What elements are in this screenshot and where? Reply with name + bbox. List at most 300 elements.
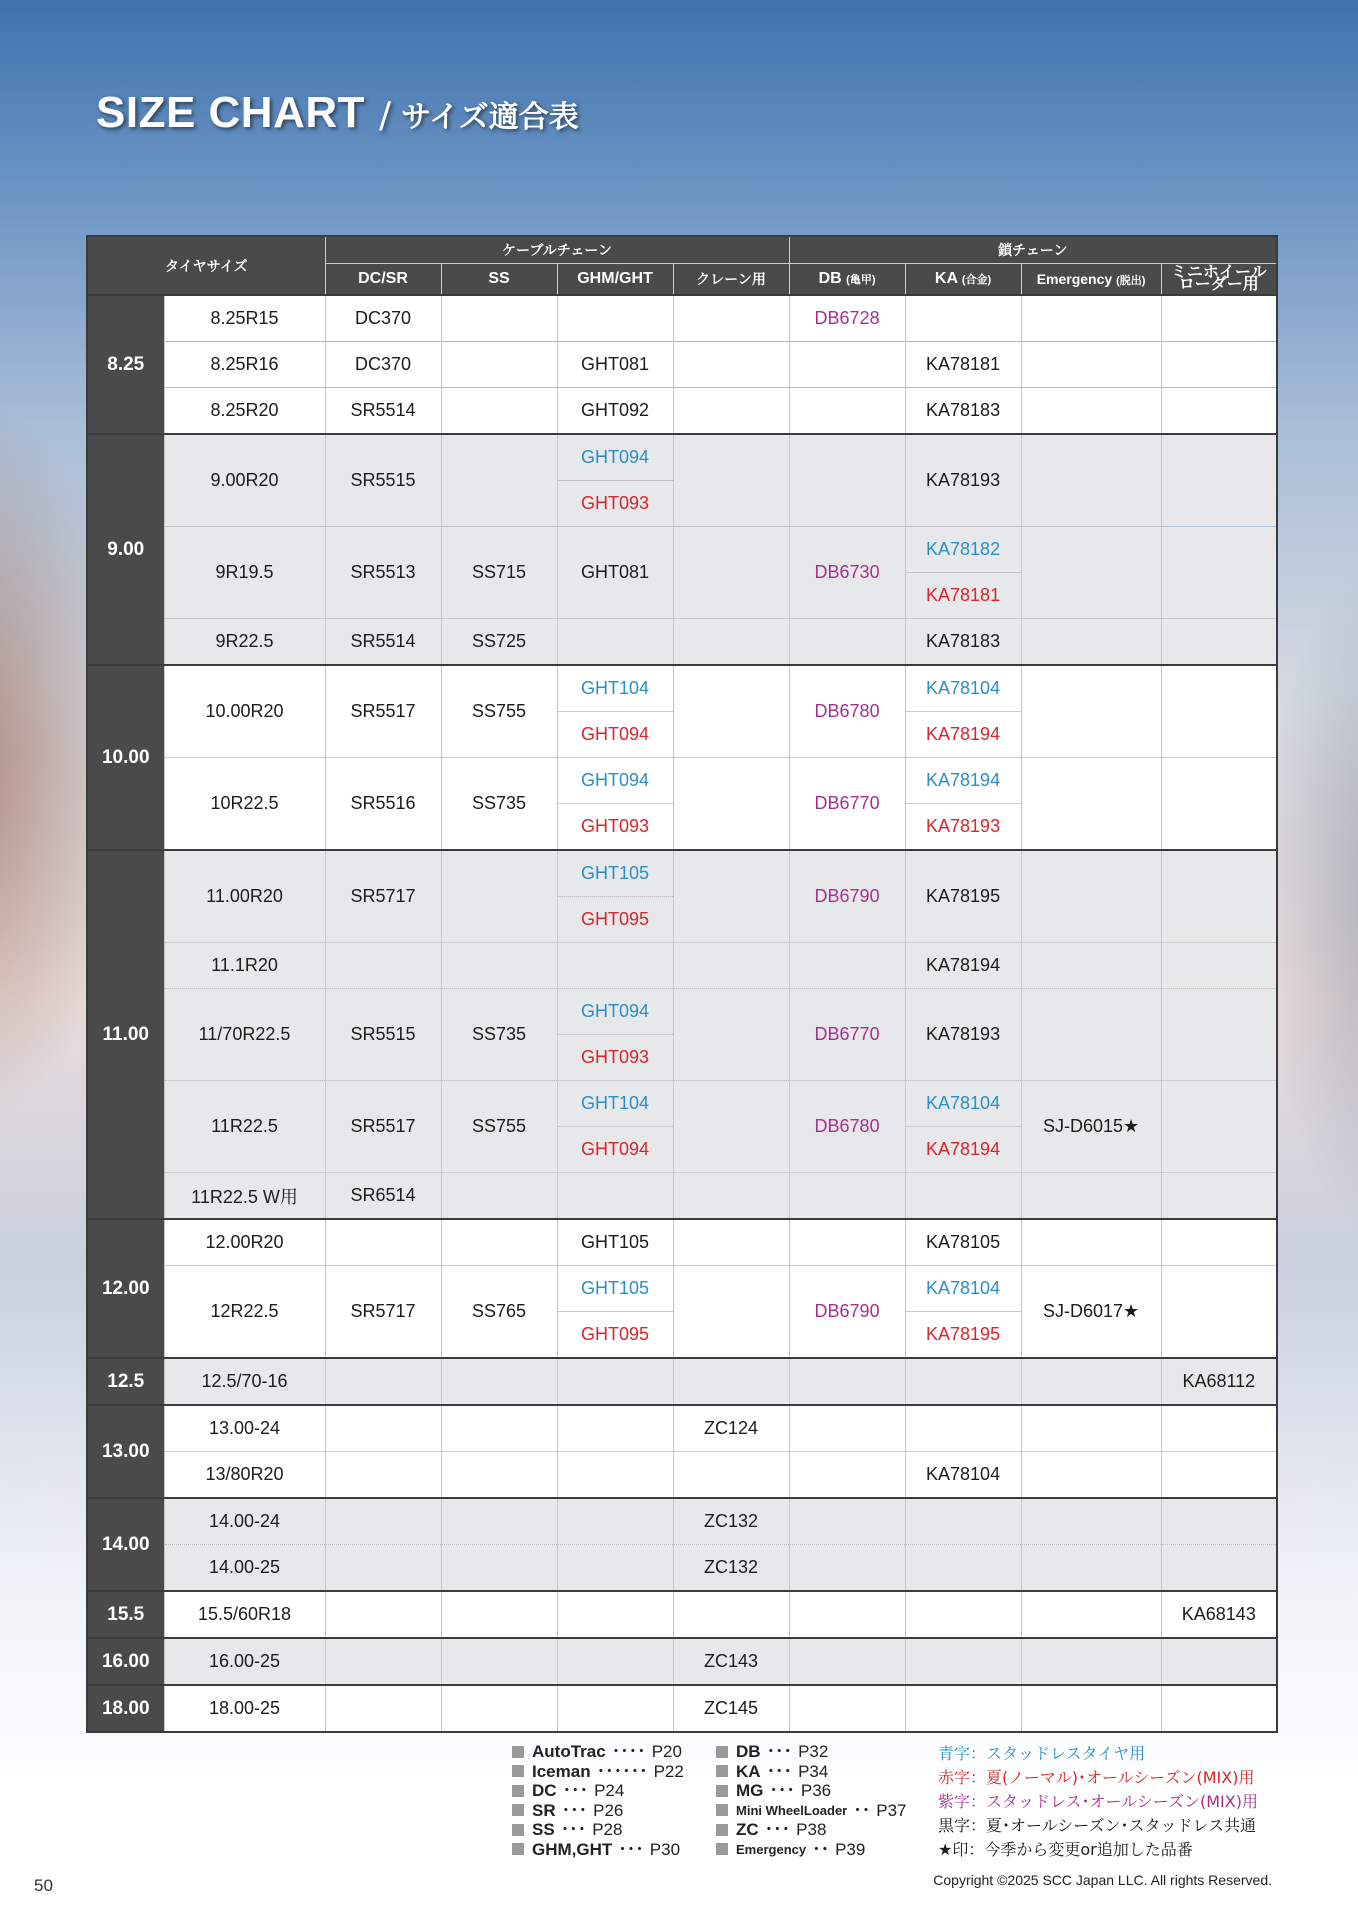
legend-page: P34: [798, 1761, 829, 1781]
legend-square-icon: [512, 1824, 524, 1836]
db-cell: [789, 1591, 905, 1638]
legend-square-icon: [716, 1746, 728, 1758]
tire-size-cell: 11R22.5: [164, 1081, 325, 1173]
ss-cell: [441, 1173, 557, 1220]
db-cell: [789, 1638, 905, 1685]
emergency-cell: SJ-D6017★: [1021, 1266, 1161, 1359]
legend-dots: ･･･: [769, 1781, 795, 1800]
dcsr-cell: [325, 1685, 441, 1732]
crane-cell: [673, 850, 789, 943]
color-key-item: 紫字：スタッドレス･オールシーズン(MIX)用: [938, 1792, 1258, 1811]
header-tire-size: タイヤサイズ: [87, 236, 325, 295]
table-row: [87, 1545, 1277, 1592]
ss-cell: SS755: [441, 1081, 557, 1173]
crane-cell: [673, 1358, 789, 1405]
ghm-cell: GHT093: [557, 481, 673, 527]
size-group: [87, 665, 1277, 850]
legend-page: P22: [653, 1761, 684, 1781]
header-dcsr: DC/SR: [325, 264, 441, 296]
ghm-cell: GHT094: [557, 434, 673, 481]
ghm-cell: [557, 1638, 673, 1685]
dcsr-cell: [325, 1219, 441, 1266]
dcsr-cell: [325, 1405, 441, 1452]
legend-product-name: DB: [736, 1742, 761, 1761]
db-cell: DB6790: [789, 1266, 905, 1359]
group-size-label: 12.5: [87, 1358, 164, 1405]
ka-cell: [905, 1358, 1021, 1405]
ss-cell: SS715: [441, 527, 557, 619]
dcsr-cell: DC370: [325, 295, 441, 342]
legend-product-name: Emergency: [736, 1841, 807, 1857]
size-group: [87, 1358, 1277, 1405]
group-size-label: 13.00: [87, 1405, 164, 1498]
db-cell: DB6770: [789, 758, 905, 851]
legend-page: P24: [594, 1781, 625, 1800]
dcsr-cell: [325, 1452, 441, 1499]
legend-dots: ･･･: [560, 1820, 587, 1839]
table-row: [87, 1173, 1277, 1220]
ghm-cell: [557, 1545, 673, 1592]
table-row: [87, 1685, 1277, 1732]
legend-dots: ･･･: [561, 1800, 588, 1820]
crane-cell: [673, 758, 789, 851]
legend-square-icon: [716, 1765, 728, 1777]
ss-cell: [441, 1591, 557, 1638]
emergency-cell: [1021, 1638, 1161, 1685]
dcsr-cell: SR5515: [325, 989, 441, 1081]
table-row: [87, 758, 1277, 804]
legend-product-name: Mini WheelLoader: [736, 1802, 848, 1818]
mini-cell: [1161, 434, 1277, 527]
legend-product-name: SR: [532, 1800, 556, 1820]
tire-size-cell: 11.00R20: [164, 850, 325, 943]
ghm-cell: GHT105: [557, 1219, 673, 1266]
legend-page: P30: [649, 1839, 681, 1859]
mini-cell: [1161, 1685, 1277, 1732]
ghm-cell: GHT094: [557, 712, 673, 758]
ss-cell: SS735: [441, 989, 557, 1081]
crane-cell: [673, 527, 789, 619]
ghm-cell: GHT095: [557, 897, 673, 943]
db-cell: [789, 388, 905, 435]
ka-cell: KA78104: [905, 1452, 1021, 1499]
size-group: [87, 1405, 1277, 1498]
dcsr-cell: SR5513: [325, 527, 441, 619]
ka-cell: KA78182: [905, 527, 1021, 573]
mini-cell: [1161, 342, 1277, 388]
emergency-cell: [1021, 1358, 1161, 1405]
legend-product-name: Iceman: [532, 1761, 591, 1781]
ghm-cell: GHT094: [557, 989, 673, 1035]
mini-cell: [1161, 758, 1277, 851]
mini-cell: [1161, 1545, 1277, 1592]
table-row: [87, 943, 1277, 989]
ss-cell: [441, 1545, 557, 1592]
ss-cell: SS735: [441, 758, 557, 851]
emergency-cell: [1021, 665, 1161, 758]
db-cell: [789, 1685, 905, 1732]
legend-dots: ･･･: [766, 1761, 793, 1781]
legend-product-name: MG: [736, 1781, 764, 1800]
legend-square-icon: [716, 1843, 728, 1855]
ka-cell: KA78193: [905, 989, 1021, 1081]
db-cell: [789, 943, 905, 989]
ka-cell: KA78104: [905, 665, 1021, 712]
ka-cell: KA78104: [905, 1081, 1021, 1127]
legend-item: [512, 1781, 684, 1801]
legend-page: P32: [798, 1742, 829, 1761]
ka-cell: KA78195: [905, 1312, 1021, 1359]
group-size-label: 11.00: [87, 850, 164, 1219]
ss-cell: [441, 850, 557, 943]
header-chain: 鎖チェーン: [789, 236, 1277, 264]
ghm-cell: GHT104: [557, 665, 673, 712]
legend-item: [716, 1742, 906, 1762]
db-cell: DB6790: [789, 850, 905, 943]
table-row: [87, 619, 1277, 666]
copyright: Copyright ©2025 SCC Japan LLC. All rights Reserved.: [933, 1872, 1272, 1888]
mini-cell: [1161, 1638, 1277, 1685]
ss-cell: SS725: [441, 619, 557, 666]
dcsr-cell: SR5717: [325, 1266, 441, 1359]
legend-square-icon: [716, 1785, 728, 1797]
tire-size-cell: 12.00R20: [164, 1219, 325, 1266]
ghm-cell: GHT081: [557, 342, 673, 388]
ss-cell: [441, 295, 557, 342]
mini-cell: [1161, 665, 1277, 758]
tire-size-cell: 10.00R20: [164, 665, 325, 758]
ka-cell: [905, 295, 1021, 342]
tire-size-cell: 15.5/60R18: [164, 1591, 325, 1638]
legend-item: [512, 1840, 684, 1860]
crane-cell: ZC124: [673, 1405, 789, 1452]
ka-cell: KA78105: [905, 1219, 1021, 1266]
legend-square-icon: [512, 1746, 524, 1758]
emergency-cell: [1021, 1452, 1161, 1499]
mini-cell: [1161, 295, 1277, 342]
legend-dots: ･･････: [596, 1761, 648, 1781]
emergency-cell: [1021, 295, 1161, 342]
legend-dots: ･･･: [764, 1820, 791, 1839]
ss-cell: [441, 1405, 557, 1452]
ka-cell: KA78194: [905, 1127, 1021, 1173]
legend-square-icon: [716, 1824, 728, 1836]
title-separator: /: [379, 95, 392, 136]
header-cable-chain: ケーブルチェーン: [325, 236, 789, 264]
mini-cell: [1161, 989, 1277, 1081]
tire-size-cell: 13.00-24: [164, 1405, 325, 1452]
page-number: 50: [34, 1876, 53, 1895]
emergency-cell: [1021, 1173, 1161, 1220]
emergency-cell: [1021, 850, 1161, 943]
crane-cell: ZC132: [673, 1498, 789, 1545]
legend-dots: ･･: [853, 1800, 871, 1820]
db-cell: [789, 1452, 905, 1499]
ss-cell: [441, 342, 557, 388]
ghm-cell: GHT081: [557, 527, 673, 619]
db-cell: DB6728: [789, 295, 905, 342]
header-emergency: [1021, 264, 1161, 296]
emergency-cell: [1021, 1219, 1161, 1266]
mini-cell: [1161, 1219, 1277, 1266]
ka-cell: KA78194: [905, 943, 1021, 989]
size-group: [87, 1638, 1277, 1685]
table-row: [87, 1081, 1277, 1127]
crane-cell: [673, 1452, 789, 1499]
header-db-note: (亀甲): [846, 274, 876, 286]
crane-cell: [673, 1219, 789, 1266]
color-key-item: 赤字：夏(ノーマル)･オールシーズン(MIX)用: [938, 1768, 1255, 1787]
table-row: [87, 1452, 1277, 1499]
ka-cell: KA78181: [905, 342, 1021, 388]
table-row: [87, 434, 1277, 481]
db-cell: DB6770: [789, 989, 905, 1081]
legend-page: P26: [593, 1800, 624, 1820]
crane-cell: [673, 1266, 789, 1359]
ss-cell: [441, 1358, 557, 1405]
table-row: [87, 665, 1277, 712]
header-emergency-note: (脱出): [1116, 274, 1146, 287]
header-ghm: GHM/GHT: [557, 264, 673, 296]
emergency-cell: [1021, 1685, 1161, 1732]
crane-cell: ZC145: [673, 1685, 789, 1732]
legend-item: [716, 1820, 906, 1840]
legend-dots: ･･･: [618, 1839, 644, 1859]
ghm-cell: [557, 1498, 673, 1545]
crane-cell: [673, 619, 789, 666]
emergency-cell: [1021, 388, 1161, 435]
db-cell: [789, 1498, 905, 1545]
legend-product-pages-2: [716, 1742, 906, 1859]
table-row: [87, 1405, 1277, 1452]
legend-square-icon: [512, 1843, 524, 1855]
legend-item: [716, 1781, 906, 1801]
ghm-cell: GHT105: [557, 850, 673, 897]
ka-cell: KA78183: [905, 388, 1021, 435]
legend-product-name: DC: [532, 1781, 557, 1800]
size-group: [87, 1498, 1277, 1591]
legend-product-name: ZC: [736, 1820, 759, 1839]
ss-cell: [441, 434, 557, 527]
mini-cell: [1161, 619, 1277, 666]
mini-cell: [1161, 1452, 1277, 1499]
tire-size-cell: 9R19.5: [164, 527, 325, 619]
ghm-cell: GHT095: [557, 1312, 673, 1359]
dcsr-cell: [325, 1591, 441, 1638]
ss-cell: [441, 1685, 557, 1732]
db-cell: [789, 434, 905, 527]
ghm-cell: [557, 295, 673, 342]
group-size-label: 14.00: [87, 1498, 164, 1591]
legend-dots: ････: [611, 1742, 646, 1761]
size-group: [87, 850, 1277, 1219]
tire-size-cell: 10R22.5: [164, 758, 325, 851]
legend-dots: ･･: [812, 1839, 830, 1859]
emergency-cell: [1021, 434, 1161, 527]
ka-cell: KA78195: [905, 850, 1021, 943]
color-key-item: ★印：今季から変更or追加した品番: [938, 1840, 1193, 1859]
ghm-cell: GHT093: [557, 1035, 673, 1081]
emergency-cell: [1021, 989, 1161, 1081]
page-title: [96, 88, 579, 138]
db-cell: [789, 1219, 905, 1266]
dcsr-cell: SR5514: [325, 388, 441, 435]
header-crane: クレーン用: [673, 264, 789, 296]
dcsr-cell: [325, 1498, 441, 1545]
emergency-cell: [1021, 1405, 1161, 1452]
crane-cell: [673, 1173, 789, 1220]
legend-dots: ･･･: [766, 1742, 793, 1761]
table-row: [87, 295, 1277, 342]
ka-cell: KA78194: [905, 712, 1021, 758]
table-row: [87, 1266, 1277, 1312]
crane-cell: [673, 665, 789, 758]
ghm-cell: GHT092: [557, 388, 673, 435]
tire-size-cell: 12R22.5: [164, 1266, 325, 1359]
ss-cell: [441, 943, 557, 989]
tire-size-cell: 11R22.5 W用: [164, 1173, 325, 1220]
emergency-cell: [1021, 342, 1161, 388]
db-cell: [789, 1358, 905, 1405]
ka-cell: [905, 1545, 1021, 1592]
db-cell: DB6780: [789, 665, 905, 758]
dcsr-cell: SR5517: [325, 665, 441, 758]
tire-size-cell: 8.25R20: [164, 388, 325, 435]
tire-size-cell: 9.00R20: [164, 434, 325, 527]
table-row: [87, 1498, 1277, 1545]
mini-cell: [1161, 1498, 1277, 1545]
legend-item: [716, 1840, 906, 1860]
db-cell: DB6730: [789, 527, 905, 619]
mini-cell: [1161, 850, 1277, 943]
mini-cell: [1161, 1173, 1277, 1220]
mini-cell: KA68112: [1161, 1358, 1277, 1405]
ka-cell: [905, 1638, 1021, 1685]
db-cell: [789, 619, 905, 666]
legend-dots: ･･･: [562, 1781, 589, 1800]
legend-product-pages-1: [512, 1742, 684, 1859]
dcsr-cell: [325, 1545, 441, 1592]
legend-product-name: GHM,GHT: [532, 1839, 613, 1859]
group-size-label: 15.5: [87, 1591, 164, 1638]
ghm-cell: GHT104: [557, 1081, 673, 1127]
dcsr-cell: SR5516: [325, 758, 441, 851]
ghm-cell: GHT094: [557, 758, 673, 804]
db-cell: [789, 1405, 905, 1452]
ghm-cell: [557, 1591, 673, 1638]
legend-item: [512, 1801, 684, 1821]
db-cell: [789, 1173, 905, 1220]
emergency-cell: [1021, 1498, 1161, 1545]
ss-cell: [441, 388, 557, 435]
header-ka: [905, 264, 1021, 296]
ka-cell: KA78104: [905, 1266, 1021, 1312]
size-group: [87, 1685, 1277, 1732]
legend-square-icon: [716, 1804, 728, 1816]
ghm-cell: [557, 1358, 673, 1405]
legend-page: P39: [835, 1839, 866, 1859]
table-row: [87, 1358, 1277, 1405]
ka-cell: KA78193: [905, 804, 1021, 851]
group-size-label: 12.00: [87, 1219, 164, 1358]
ss-cell: [441, 1498, 557, 1545]
emergency-cell: [1021, 527, 1161, 619]
crane-cell: [673, 434, 789, 527]
legend-product-name: SS: [532, 1820, 555, 1839]
legend-square-icon: [512, 1785, 524, 1797]
legend-square-icon: [512, 1765, 524, 1777]
legend-page: P38: [796, 1820, 827, 1839]
ka-cell: [905, 1591, 1021, 1638]
ss-cell: SS755: [441, 665, 557, 758]
header-ss: SS: [441, 264, 557, 296]
group-size-label: 16.00: [87, 1638, 164, 1685]
size-group: [87, 295, 1277, 434]
legend-item: [512, 1820, 684, 1840]
table-row: [87, 1591, 1277, 1638]
dcsr-cell: [325, 1358, 441, 1405]
title-english: SIZE CHART: [96, 88, 365, 137]
table-row: [87, 1638, 1277, 1685]
dcsr-cell: DC370: [325, 342, 441, 388]
ka-cell: KA78193: [905, 434, 1021, 527]
header-ka-note: (合金): [961, 274, 992, 286]
dcsr-cell: SR5717: [325, 850, 441, 943]
group-size-label: 10.00: [87, 665, 164, 850]
ss-cell: [441, 1219, 557, 1266]
tire-size-cell: 11/70R22.5: [164, 989, 325, 1081]
ka-cell: [905, 1173, 1021, 1220]
size-group: [87, 1591, 1277, 1638]
ss-cell: SS765: [441, 1266, 557, 1359]
group-size-label: 18.00: [87, 1685, 164, 1732]
tire-size-cell: 13/80R20: [164, 1452, 325, 1499]
table-row: [87, 342, 1277, 388]
header-mini-wheel-loader: ミニホイール ローダー用: [1161, 264, 1277, 296]
mini-cell: [1161, 527, 1277, 619]
emergency-cell: [1021, 943, 1161, 989]
ghm-cell: [557, 1452, 673, 1499]
crane-cell: [673, 943, 789, 989]
emergency-cell: [1021, 758, 1161, 851]
dcsr-cell: [325, 1638, 441, 1685]
dcsr-cell: SR5517: [325, 1081, 441, 1173]
crane-cell: ZC143: [673, 1638, 789, 1685]
table-row: [87, 1219, 1277, 1266]
tire-size-cell: 12.5/70-16: [164, 1358, 325, 1405]
legend-square-icon: [512, 1804, 524, 1816]
legend-item: [512, 1742, 684, 1762]
tire-size-cell: 14.00-24: [164, 1498, 325, 1545]
ka-cell: KA78183: [905, 619, 1021, 666]
table-row: [87, 388, 1277, 435]
title-japanese: サイズ適合表: [401, 100, 579, 135]
mini-cell: KA68143: [1161, 1591, 1277, 1638]
ghm-cell: [557, 619, 673, 666]
crane-cell: [673, 1081, 789, 1173]
table-row: [87, 989, 1277, 1035]
emergency-cell: [1021, 1545, 1161, 1592]
legend-item: [512, 1762, 684, 1782]
table-row: [87, 527, 1277, 573]
group-size-label: 8.25: [87, 295, 164, 434]
ghm-cell: GHT094: [557, 1127, 673, 1173]
tire-size-cell: 16.00-25: [164, 1638, 325, 1685]
group-size-label: 9.00: [87, 434, 164, 665]
emergency-cell: SJ-D6015★: [1021, 1081, 1161, 1173]
color-key-item: 黒字：夏･オールシーズン･スタッドレス共通: [938, 1816, 1257, 1835]
mini-cell: [1161, 1405, 1277, 1452]
